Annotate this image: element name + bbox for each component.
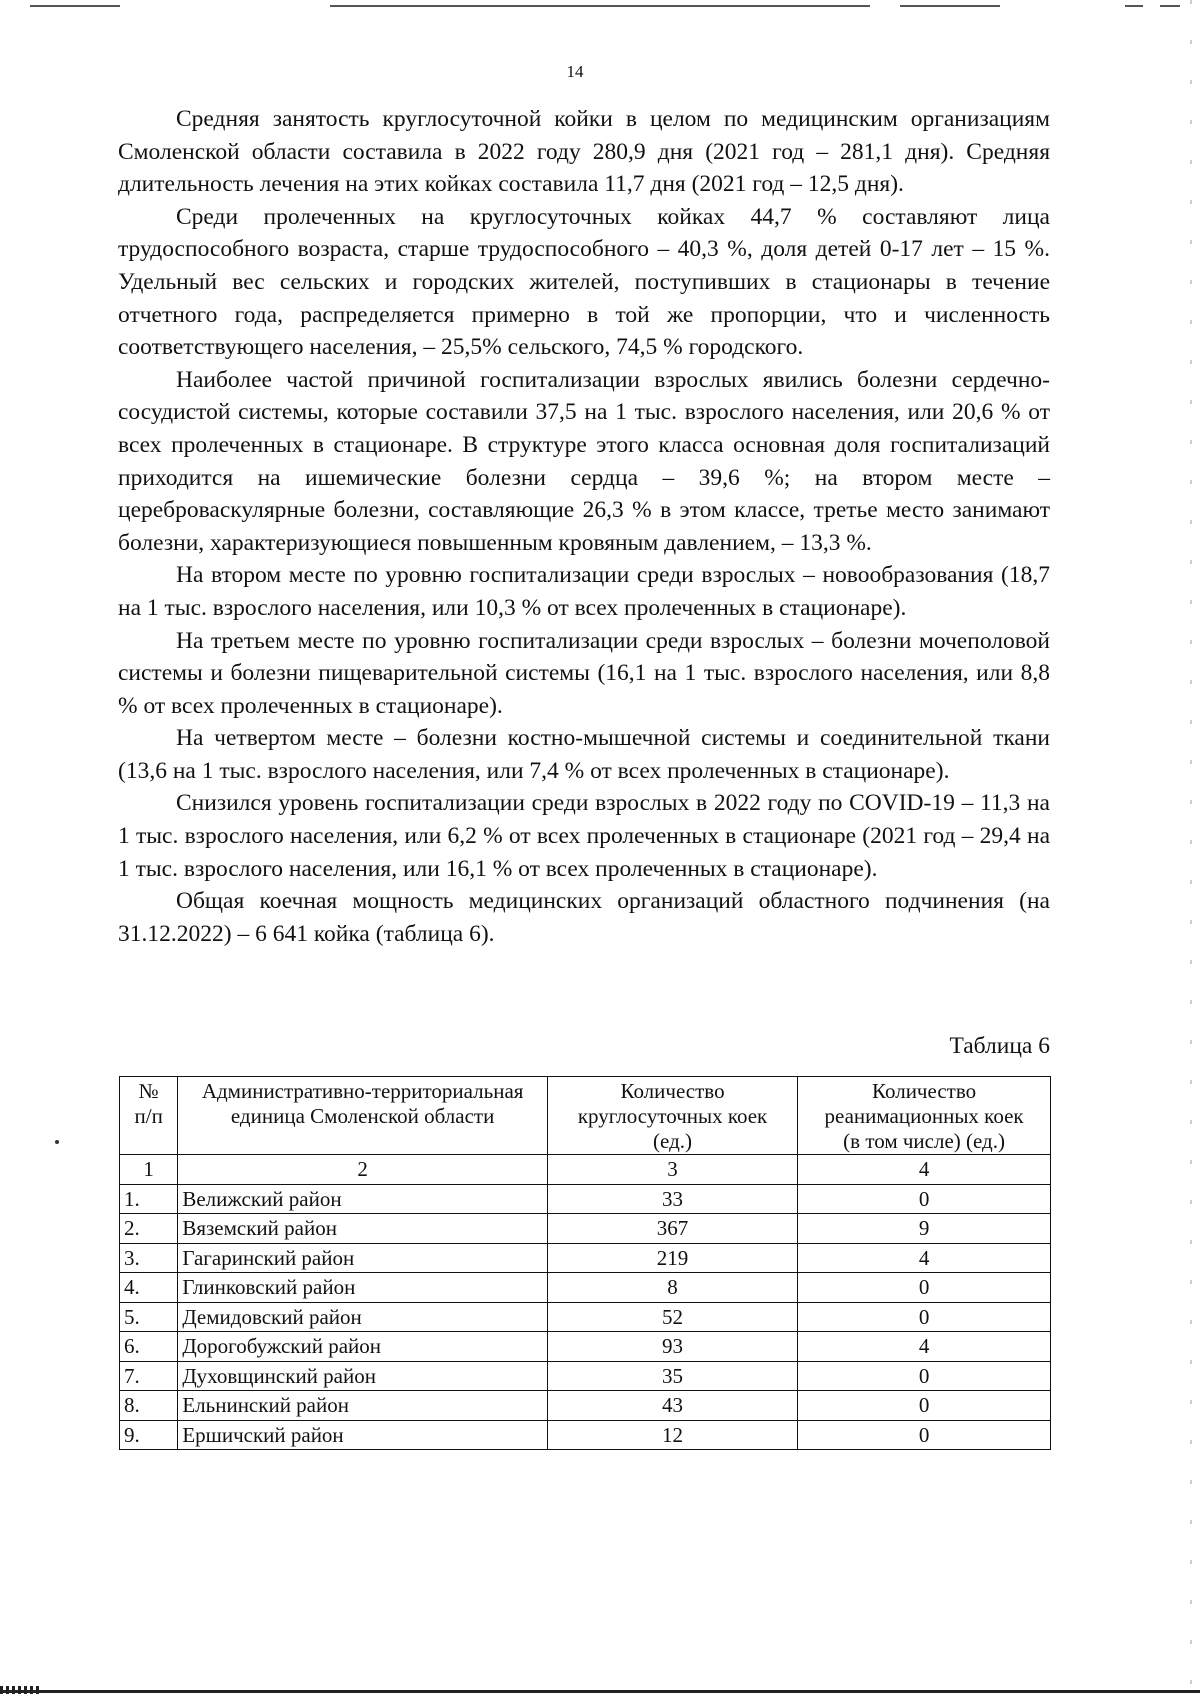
- header-unit: [178, 1077, 548, 1155]
- paragraph: На третьем месте по уровню госпитализации среди взрослых – болезни мочеполовой системы и болезни пищеварительной системы (16,1 на 1 тыс. взрослого населения, или 8,8 % от всех пролеченных в стационаре).: [118, 627, 1050, 719]
- row-beds: 43: [547, 1391, 797, 1421]
- page-number: 14: [566, 62, 584, 81]
- row-district: Демидовский район: [178, 1302, 548, 1332]
- row-number: 4.: [120, 1273, 178, 1303]
- body-text: [118, 103, 1050, 950]
- scan-right-edge: [1190, 0, 1192, 1708]
- header-line: №: [138, 1079, 159, 1103]
- header-line: Количество: [872, 1079, 977, 1103]
- paragraph: Наиболее частой причиной госпитализации взрослых явились болезни сердечно-сосудистой системы, которые составили 37,5 на 1 тыс. взрослого населения, или 20,6 % от всех пролеченных в стационаре. В структуре этого класса основная доля госпитализаций приходится на ишемические болезни сердца – 39,6 %; на втором месте – цереброваскулярные болезни, составляющие 26,3 % в этом классе, третье место занимают болезни, характеризующиеся повышенным кровяным давлением, – 13,3 %.: [118, 366, 1050, 556]
- header-line: реанимационных коек: [824, 1104, 1024, 1128]
- row-district: Ершичский район: [178, 1420, 548, 1450]
- table-header-row: [120, 1077, 1051, 1155]
- header-line: (в том числе) (ед.): [843, 1129, 1005, 1153]
- table-row: [120, 1302, 1051, 1332]
- paragraph: Среди пролеченных на круглосуточных койках 44,7 % составляют лица трудоспособного возраста, старше трудоспособного – 40,3 %, доля детей 0-17 лет – 15 %. Удельный вес сельских и городских жителей, поступивших в стационары в течение отчетного года, распределяется примерно в той же пропорции, что и численность соответствующего населения, – 25,5% сельского, 74,5 % городского.: [118, 203, 1050, 361]
- row-district: Вяземский район: [178, 1214, 548, 1244]
- row-icu-beds: 9: [798, 1214, 1051, 1244]
- header-line: Административно-территориальная: [201, 1079, 524, 1103]
- header-number: [120, 1077, 178, 1155]
- header-icu-beds: [798, 1077, 1051, 1155]
- header-beds: [547, 1077, 797, 1155]
- scan-speck: [55, 1140, 59, 1144]
- row-beds: 52: [547, 1302, 797, 1332]
- table-row: [120, 1273, 1051, 1303]
- index-cell: 3: [547, 1155, 797, 1185]
- table-row: [120, 1184, 1051, 1214]
- row-number: 2.: [120, 1214, 178, 1244]
- paragraph: На четвертом месте – болезни костно-мышечной системы и соединительной ткани (13,6 на 1 тыс. взрослого населения, или 7,4 % от всех пролеченных в стационаре).: [118, 725, 1050, 784]
- header-line: Количество: [620, 1079, 725, 1103]
- table-row: [120, 1391, 1051, 1421]
- row-district: Дорогобужский район: [178, 1332, 548, 1362]
- index-cell: 1: [120, 1155, 178, 1185]
- table-row: [120, 1361, 1051, 1391]
- paragraph: Средняя занятость круглосуточной койки в целом по медицинским организациям Смоленской области составила в 2022 году 280,9 дня (2021 год – 281,1 дня). Средняя длительность лечения на этих койках составила 11,7 дня (2021 год – 12,5 дня).: [118, 106, 1050, 198]
- row-beds: 33: [547, 1184, 797, 1214]
- row-beds: 367: [547, 1214, 797, 1244]
- row-icu-beds: 4: [798, 1243, 1051, 1273]
- row-number: 1.: [120, 1184, 178, 1214]
- row-icu-beds: 0: [798, 1184, 1051, 1214]
- table-row: [120, 1214, 1051, 1244]
- table-row: [120, 1243, 1051, 1273]
- row-number: 8.: [120, 1391, 178, 1421]
- row-beds: 8: [547, 1273, 797, 1303]
- index-cell: 2: [178, 1155, 548, 1185]
- table-row: [120, 1420, 1051, 1450]
- row-number: 9.: [120, 1420, 178, 1450]
- row-icu-beds: 0: [798, 1420, 1051, 1450]
- row-number: 5.: [120, 1302, 178, 1332]
- row-number: 6.: [120, 1332, 178, 1362]
- row-district: Велижский район: [178, 1184, 548, 1214]
- index-cell: 4: [798, 1155, 1051, 1185]
- row-beds: 219: [547, 1243, 797, 1273]
- row-district: Ельнинский район: [178, 1391, 548, 1421]
- table-index-row: [120, 1155, 1051, 1185]
- row-district: Глинковский район: [178, 1273, 548, 1303]
- row-district: Духовщинский район: [178, 1361, 548, 1391]
- table-row: [120, 1332, 1051, 1362]
- row-number: 3.: [120, 1243, 178, 1273]
- paragraph: Снизился уровень госпитализации среди взрослых в 2022 году по COVID-19 – 11,3 на 1 тыс. взрослого населения, или 6,2 % от всех пролеченных в стационаре (2021 год – 29,4 на 1 тыс. взрослого населения, или 16,1 % от всех пролеченных в стационаре).: [118, 790, 1050, 882]
- row-beds: 12: [547, 1420, 797, 1450]
- paragraph: На втором месте по уровню госпитализации среди взрослых – новообразования (18,7 на 1 тыс. взрослого населения, или 10,3 % от всех пролеченных в стационаре).: [118, 562, 1050, 621]
- row-beds: 35: [547, 1361, 797, 1391]
- scan-top-edge: [0, 2, 1200, 12]
- header-line: единица Смоленской области: [230, 1104, 495, 1128]
- row-icu-beds: 4: [798, 1332, 1051, 1362]
- header-line: п/п: [134, 1104, 163, 1128]
- table-caption: Таблица 6: [949, 1033, 1050, 1059]
- row-icu-beds: 0: [798, 1273, 1051, 1303]
- paragraph: Общая коечная мощность медицинских организаций областного подчинения (на 31.12.2022) – 6 641 койка (таблица 6).: [118, 888, 1050, 947]
- row-icu-beds: 0: [798, 1391, 1051, 1421]
- row-number: 7.: [120, 1361, 178, 1391]
- row-icu-beds: 0: [798, 1361, 1051, 1391]
- beds-table: [119, 1076, 1051, 1450]
- row-district: Гагаринский район: [178, 1243, 548, 1273]
- scan-bottom-edge: [0, 1690, 1200, 1693]
- header-line: круглосуточных коек: [577, 1104, 768, 1128]
- row-beds: 93: [547, 1332, 797, 1362]
- header-line: (ед.): [653, 1129, 693, 1153]
- row-icu-beds: 0: [798, 1302, 1051, 1332]
